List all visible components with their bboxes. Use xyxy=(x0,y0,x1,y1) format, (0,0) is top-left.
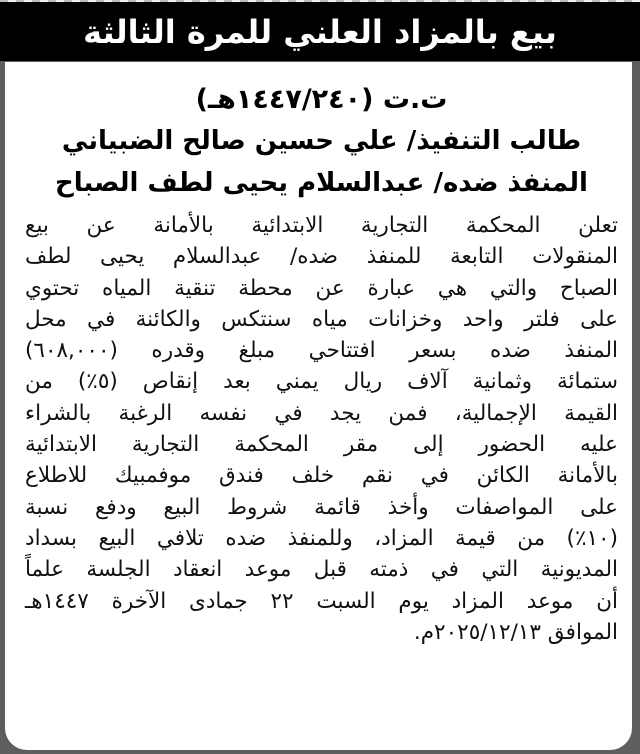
body-line: الصباح والتي هي عبارة عن محطة تنقية المياه تحتوي xyxy=(25,275,618,301)
body-line: على المواصفات وأخذ قائمة شروط البيع ودفع نسبة xyxy=(25,494,618,520)
respondent-line: المنفذ ضده/ عبدالسلام يحيى لطف الصباح xyxy=(55,168,588,198)
body-line: عليه الحضور إلى مقر المحكمة التجارية الابتدائية xyxy=(25,432,618,458)
body-line-deposit: (١٠٪) من قيمة المزاد، وللمنفذ ضده تلافي البيع بسداد xyxy=(25,525,618,551)
notice-body-text xyxy=(21,210,622,648)
petitioner-line: طالب التنفيذ/ علي حسين صالح الضبياني xyxy=(61,126,582,156)
body-line-gregorian-date: الموافق ٢٠٢٥/١٢/١٣م. xyxy=(413,619,618,645)
body-line-auction-date: أن موعد المزاد يوم السبت ٢٢ جمادى الآخرة ١٤٤٧هـ xyxy=(25,588,618,614)
body-line: تعلن المحكمة التجارية الابتدائية بالأمانة عن بيع xyxy=(25,213,618,238)
body-line: ستمائة وثمانية آلاف ريال يمني بعد إنقاص (٥٪) من xyxy=(25,369,619,395)
notice-title: بيع بالمزاد العلني للمرة الثالثة xyxy=(83,12,557,51)
body-line: بالأمانة الكائن في نقم خلف فندق موفمبيك للاطلاع xyxy=(25,463,618,489)
case-number: ت.ت (١٤٤٧/٢٤٠هـ) xyxy=(195,84,448,115)
body-line: القيمة الإجمالية، فمن يجد في نفسه الرغبة بالشراء xyxy=(25,400,618,426)
body-line: على فلتر واحد وخزانات مياه سنتكس والكائنة في محل xyxy=(25,306,618,332)
body-line: المديونية التي في ذمته قبل موعد انعقاد الجلسة علماً xyxy=(25,557,618,583)
header-bar xyxy=(0,2,640,61)
notice-body-panel xyxy=(5,62,632,750)
body-line-opening-price: المنفذ ضده بسعر افتتاحي مبلغ وقدره (٦٠٨,٠٠٠) xyxy=(25,338,618,364)
body-line: المنقولات التابعة للمنفذ ضده/ عبدالسلام يحيى لطف xyxy=(25,244,618,270)
